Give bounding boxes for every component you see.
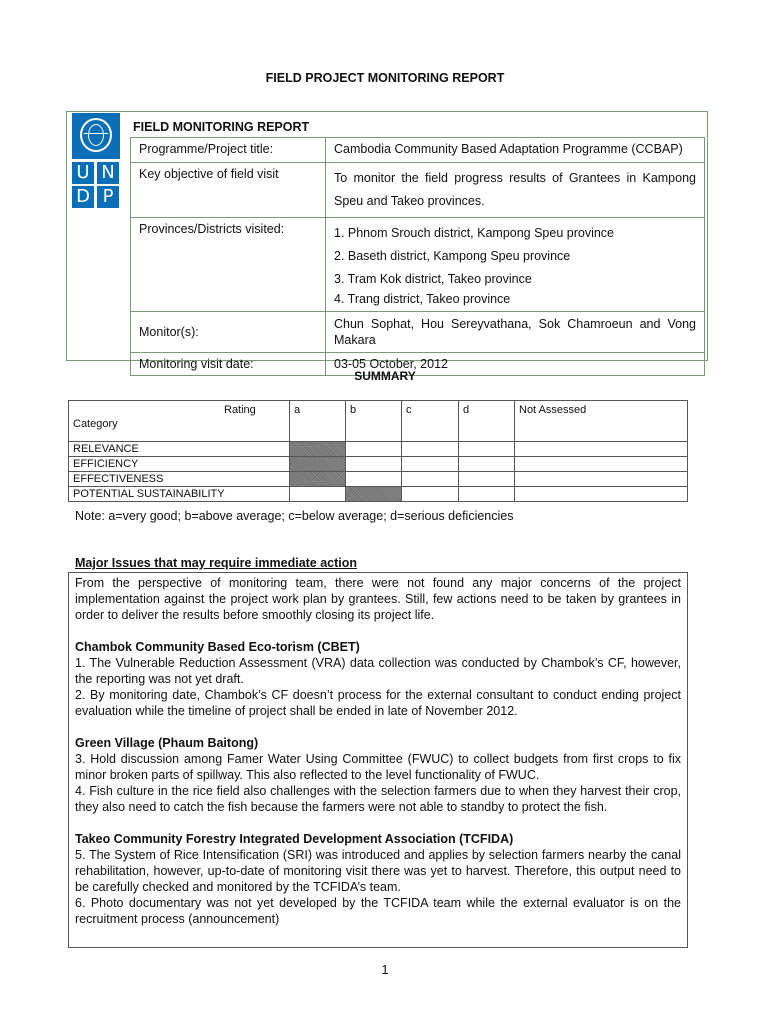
rating-cell — [346, 457, 402, 472]
rating-cell — [290, 487, 346, 502]
rating-cell — [515, 487, 688, 502]
info-row-provinces — [131, 218, 705, 312]
section-heading-tcfida: Takeo Community Forestry Integrated Development Association (TCFIDA) — [75, 832, 514, 846]
issue-item: 4. Fish culture in the rice field also challenges with the selection farmers due to when they harvest their crop, they also need to catch the fish because the farmers were not able to standby to protect the fish. — [75, 784, 681, 814]
issues-intro: From the perspective of monitoring team, there were not found any major concerns of the project implementation against the project work plan by grantees. Still, few actions need to be taken by grantees in order to deliver the results before smoothly closing its project life. — [75, 576, 681, 622]
rating-cell-shaded — [290, 442, 346, 457]
rating-cell — [346, 442, 402, 457]
section-heading-cbet: Chambok Community Based Eco-torism (CBET) — [75, 640, 360, 654]
category-cell: POTENTIAL SUSTAINABILITY — [69, 487, 290, 502]
section-heading-green-village: Green Village (Phaum Baitong) — [75, 736, 259, 750]
rating-row — [69, 472, 688, 487]
issue-item: 2. By monitoring date, Chambok’s CF doesn’t process for the external consultant to conduct ending project evaluation while the timeline of project shall be ended in late of November 2012. — [75, 688, 681, 718]
category-cell: RELEVANCE — [69, 442, 290, 457]
column-header: b — [346, 401, 402, 442]
info-row-objective — [131, 163, 705, 218]
info-value-cell — [326, 163, 705, 218]
logo-letter-p: P — [97, 186, 119, 208]
rating-cell — [515, 442, 688, 457]
info-label: Provinces/Districts visited: — [131, 218, 326, 312]
page-number: 1 — [381, 962, 389, 977]
category-label: Category — [73, 418, 118, 430]
summary-heading: SUMMARY — [354, 369, 416, 383]
un-emblem-icon — [72, 113, 120, 159]
rating-cell — [346, 472, 402, 487]
rating-cell — [402, 442, 459, 457]
major-issues-box — [68, 572, 688, 948]
rating-row — [69, 457, 688, 472]
undp-logo — [72, 113, 120, 208]
district-item: 1. Phnom Srouch district, Kampong Speu province — [334, 226, 615, 240]
rating-header-row — [69, 401, 688, 442]
rating-cell-shaded — [346, 487, 402, 502]
rating-table — [68, 400, 688, 502]
rating-cell-shaded — [290, 472, 346, 487]
major-issues-heading: Major Issues that may require immediate action — [75, 556, 358, 570]
info-label: Monitoring visit date: — [131, 353, 326, 376]
column-header: c — [402, 401, 459, 442]
rating-cell-shaded — [290, 457, 346, 472]
district-item: 2. Baseth district, Kampong Speu province — [334, 249, 571, 263]
info-label: Monitor(s): — [131, 312, 326, 353]
issue-item: 1. The Vulnerable Reduction Assessment (VRA) data collection was conducted by Chambok’s CF, however, the reporting was not yet draft. — [75, 656, 681, 686]
category-cell: EFFICIENCY — [69, 457, 290, 472]
rating-legend-note: Note: a=very good; b=above average; c=below average; d=serious deficiencies — [75, 509, 514, 523]
rating-cell — [459, 442, 515, 457]
field-monitoring-report-heading: FIELD MONITORING REPORT — [133, 120, 310, 134]
district-item: 3. Tram Kok district, Takeo province — [334, 272, 532, 286]
issue-item: 5. The System of Rice Intensification (SRI) was introduced and applies by selection farmers nearby the canal rehabilitation, however, up-to-date of monitoring visit there was yet to harvest. Therefore, this output need to be carefully checked and monitored by the TCFIDA’s team. — [75, 848, 681, 894]
rating-cell — [459, 487, 515, 502]
district-item: 4. Trang district, Takeo province — [334, 292, 511, 306]
info-value-cell — [326, 218, 705, 312]
logo-letter-n: N — [97, 162, 119, 184]
logo-letter-u: U — [72, 162, 94, 184]
rating-label: Rating — [224, 404, 256, 416]
info-row-project-title — [131, 138, 705, 163]
rating-row — [69, 442, 688, 457]
rating-cell — [515, 457, 688, 472]
info-value: To monitor the field progress results of Grantees in Kampong Speu and Takeo provinces. — [334, 171, 696, 208]
column-header: d — [459, 401, 515, 442]
issue-item: 3. Hold discussion among Famer Water Using Committee (FWUC) to collect budgets from first crops to fix minor broken parts of spillway. This also reflected to the level functionality of FWUC. — [75, 752, 681, 782]
column-header: a — [290, 401, 346, 442]
rating-cell — [402, 487, 459, 502]
column-header: Not Assessed — [515, 401, 688, 442]
document-title: FIELD PROJECT MONITORING REPORT — [265, 71, 505, 85]
rating-cell — [459, 472, 515, 487]
issue-item: 6. Photo documentary was not yet developed by the TCFIDA team while the external evaluator is on the recruitment process (announcement) — [75, 896, 681, 926]
info-label: Programme/Project title: — [131, 138, 326, 163]
logo-letter-d: D — [72, 186, 94, 208]
rating-cell — [459, 457, 515, 472]
category-cell: EFFECTIVENESS — [69, 472, 290, 487]
info-label: Key objective of field visit — [131, 163, 326, 218]
info-value-cell — [326, 312, 705, 353]
rating-cell — [402, 457, 459, 472]
rating-category-header — [69, 401, 290, 442]
rating-cell — [515, 472, 688, 487]
info-row-monitors — [131, 312, 705, 353]
rating-row — [69, 487, 688, 502]
project-info-table — [130, 137, 705, 376]
info-value: Chun Sophat, Hou Sereyvathana, Sok Chamroeun and Vong Makara — [334, 317, 696, 347]
info-value: 03-05 October, 2012 — [326, 353, 705, 376]
info-value: Cambodia Community Based Adaptation Programme (CCBAP) — [326, 138, 705, 163]
rating-cell — [402, 472, 459, 487]
